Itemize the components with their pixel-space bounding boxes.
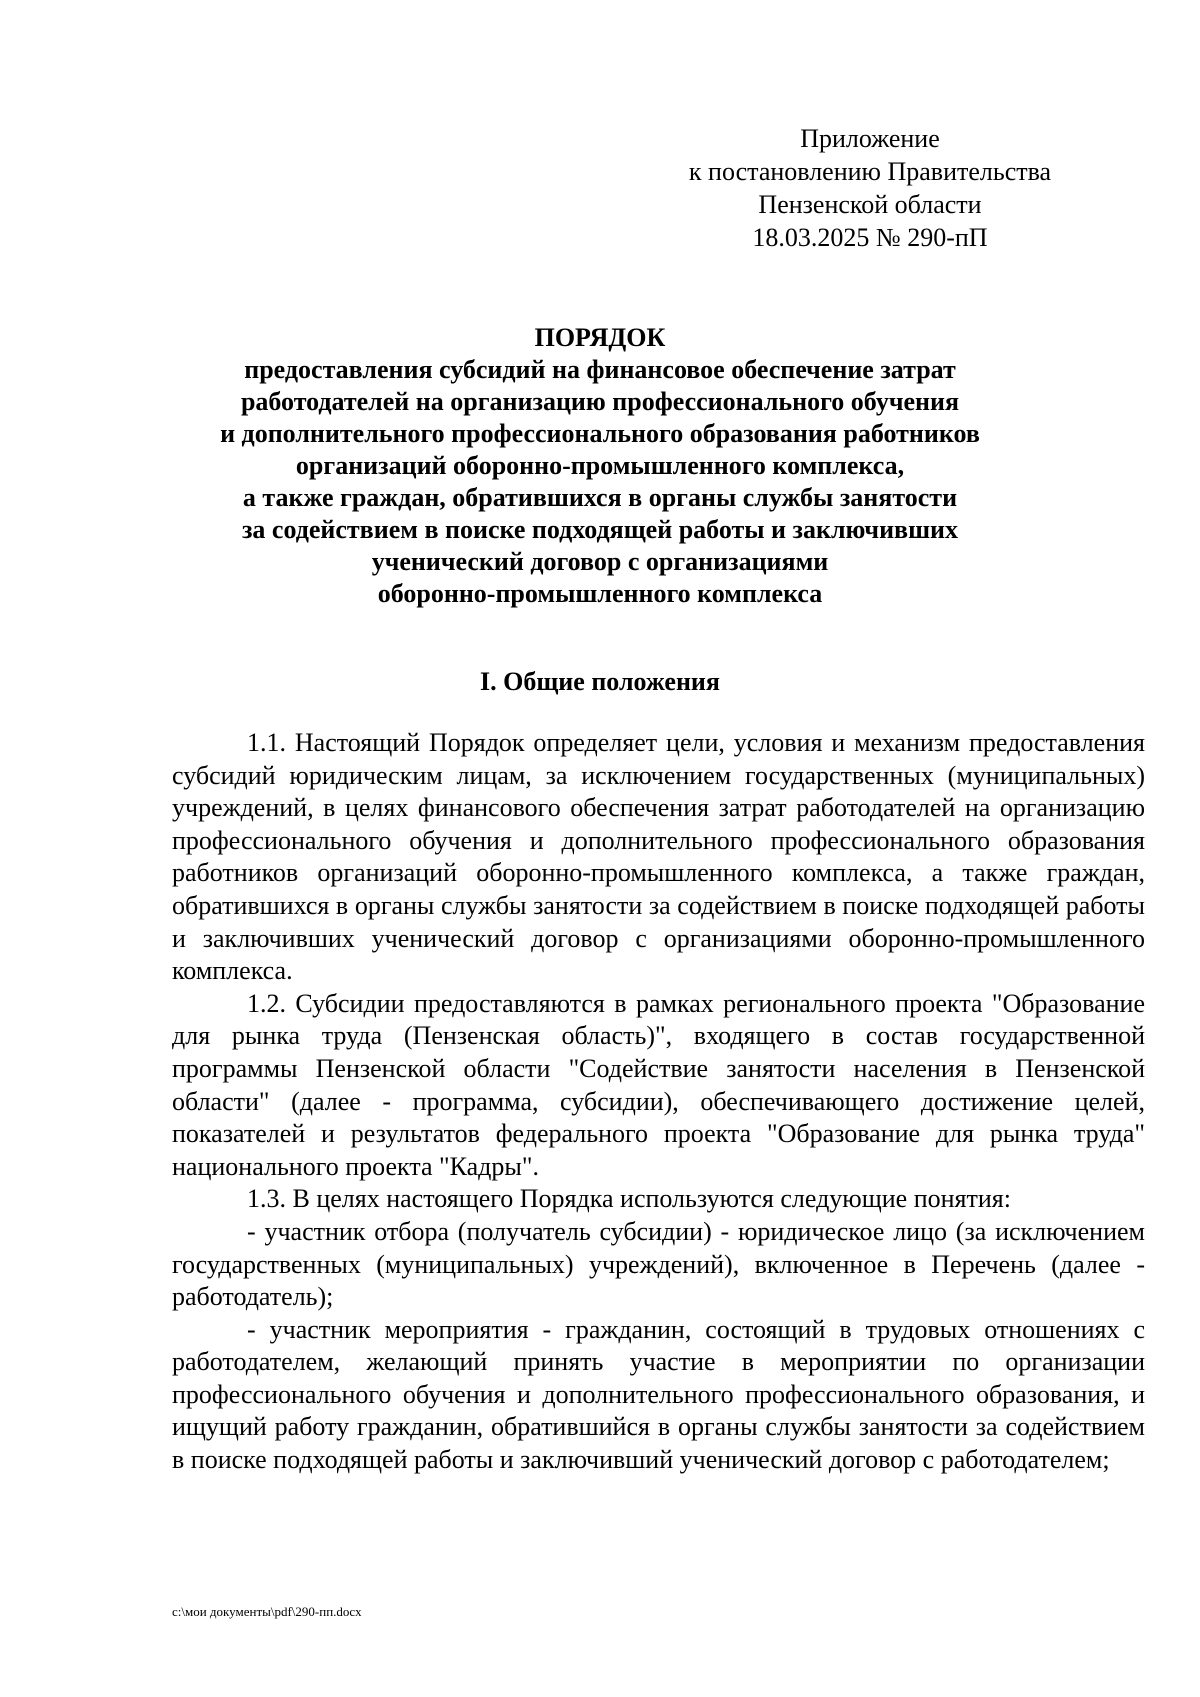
definition-participant-selection: - участник отбора (получатель субсидии) - юридическое лицо (за исключением государственных (муниципальных) учреждений), включенное в Перечень (далее - работодатель); (172, 1216, 1145, 1312)
title-line: работодателей на организацию профессионального обучения (240, 387, 960, 416)
appendix-header (640, 122, 1100, 254)
title-line: оборонно-промышленного комплекса (377, 579, 823, 608)
title-line: и дополнительного профессионального образования работников (220, 419, 980, 448)
title-line: за содействием в поиске подходящей работы и заключивших (241, 515, 959, 544)
definition-participant-event: - участник мероприятия - гражданин, состоящий в трудовых отношениях с работодателем, желающий принять участие в мероприятии по организации профессионального обучения и дополнительного профессионального образования, и ищущий работу гражданин, обратившийся в органы службы занятости за содействием в поиске подходящей работы и заключивший ученический договор с работодателем; (172, 1314, 1145, 1475)
title-line: ученический договор с организациями (371, 547, 829, 576)
paragraph-1-1: 1.1. Настоящий Порядок определяет цели, условия и механизм предоставления субсидий юридическим лицам, за исключением государственных (муниципальных) учреждений, в целях финансового обеспечения затрат работодателей на организацию профессионального обучения и дополнительного профессионального образования работников организаций оборонно-промышленного комплекса, а также граждан, обратившихся в органы службы занятости за содействием в поиске подходящей работы и заключивших ученический договор с организациями оборонно-промышленного комплекса. (172, 728, 1145, 986)
appendix-date-number: 18.03.2025 № 290-пП (752, 223, 988, 252)
title-line: а также граждан, обратившихся в органы службы занятости (242, 483, 958, 512)
paragraph-1-2: 1.2. Субсидии предоставляются в рамках регионального проекта "Образование для рынка труда (Пензенская область)", входящего в состав государственной программы Пензенской области "Содействие занятости населения в Пензенской области" (далее - программа, субсидии), обеспечивающего достижение целей, показателей и результатов федерального проекта "Образование для рынка труда" национального проекта "Кадры". (172, 988, 1145, 1181)
appendix-label: Приложение (800, 124, 940, 153)
document-title (160, 322, 1040, 610)
title-line: организаций оборонно-промышленного комплекса, (295, 451, 905, 480)
title-main: ПОРЯДОК (534, 323, 666, 352)
document-body (172, 727, 1145, 1477)
appendix-region: Пензенской области (758, 190, 982, 219)
section-heading: I. Общие положения (480, 667, 720, 696)
paragraph-1-3: 1.3. В целях настоящего Порядка используются следующие понятия: (247, 1184, 1011, 1214)
appendix-resolution-ref: к постановлению Правительства (688, 157, 1052, 186)
title-line: предоставления субсидий на финансовое обеспечение затрат (244, 355, 956, 384)
file-path-footer: c:\мои документы\pdf\290-пп.docx (172, 1604, 362, 1619)
